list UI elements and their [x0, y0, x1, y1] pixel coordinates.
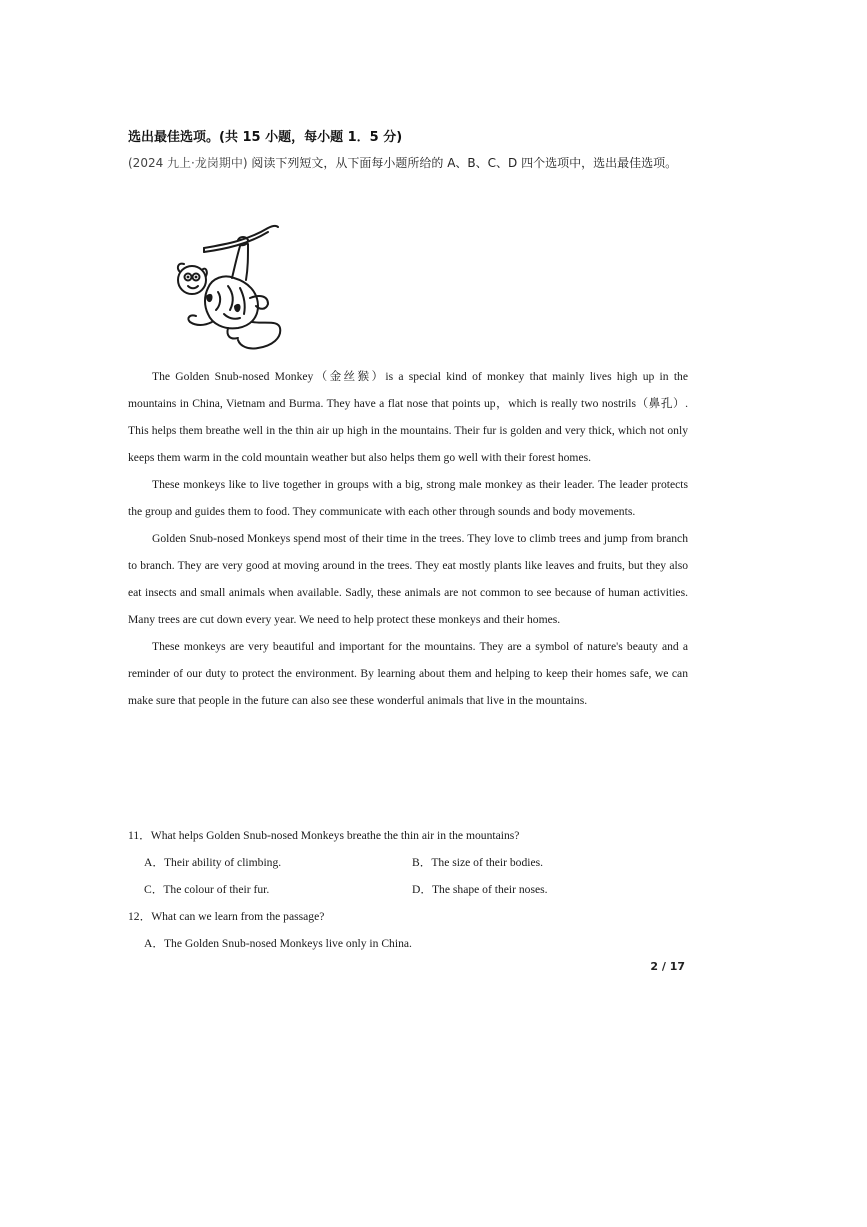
- source-tag: (2024 九上·龙岗期中): [128, 156, 248, 170]
- page-number: 2 / 17: [650, 960, 685, 973]
- question-list: [128, 822, 688, 957]
- passage-paragraph: These monkeys like to live together in groups with a big, strong male monkey as their leader. The leader protects the group and guides them to food. They communicate with each other through sounds and body movements.: [128, 478, 688, 518]
- option-a: A．Their ability of climbing.: [144, 856, 282, 869]
- passage-paragraph: Golden Snub-nosed Monkeys spend most of their time in the trees. They love to climb trees and jump from branch to branch. They are very good at moving around in the trees. They eat mostly plants like leaves and fruits, but they also eat insects and small animals when available. Sadly, these animals are not common to see because of human activities. Many trees are cut down every year. We need to help protect these monkeys and their homes.: [128, 532, 688, 626]
- option-d: D．The shape of their noses.: [412, 883, 548, 896]
- passage-paragraph: The Golden Snub-nosed Monkey（金丝猴）is a special kind of monkey that mainly lives high up in the mountains in China, Vietnam and Burma. They have a flat nose that points up，which is really two nostrils（鼻孔）. This helps them breathe well in the thin air up high in the mountains. Their fur is golden and very thick, which not only keeps them warm in the cold mountain weather but also helps them go well with their forest homes.: [128, 370, 688, 464]
- option-a: A．The Golden Snub-nosed Monkeys live only in China.: [144, 937, 412, 950]
- question-11-stem: 11．What helps Golden Snub-nosed Monkeys breathe the thin air in the mountains?: [128, 829, 520, 842]
- reading-passage: [128, 363, 688, 714]
- question-11-options-row: [128, 876, 688, 903]
- passage-paragraph: These monkeys are very beautiful and important for the mountains. They are a symbol of nature's beauty and a reminder of our duty to protect the environment. By learning about them and helping to keep their homes safe, we can make sure that people in the future can also see these wonderful animals that live in the mountains.: [128, 640, 688, 707]
- instruction-block: [128, 150, 688, 177]
- section-heading: 选出最佳选项。(共 15 小题，每小题 1．5 分): [128, 130, 403, 145]
- question-11-options-row: [128, 849, 688, 876]
- golden-monkey-illustration-icon: [168, 222, 286, 352]
- option-c: C．The colour of their fur.: [144, 883, 270, 896]
- instruction-text: 阅读下列短文，从下面每小题所给的 A、B、C、D 四个选项中，选出最佳选项。: [251, 156, 678, 170]
- option-b: B．The size of their bodies.: [412, 856, 544, 869]
- question-12-stem: 12．What can we learn from the passage?: [128, 910, 325, 923]
